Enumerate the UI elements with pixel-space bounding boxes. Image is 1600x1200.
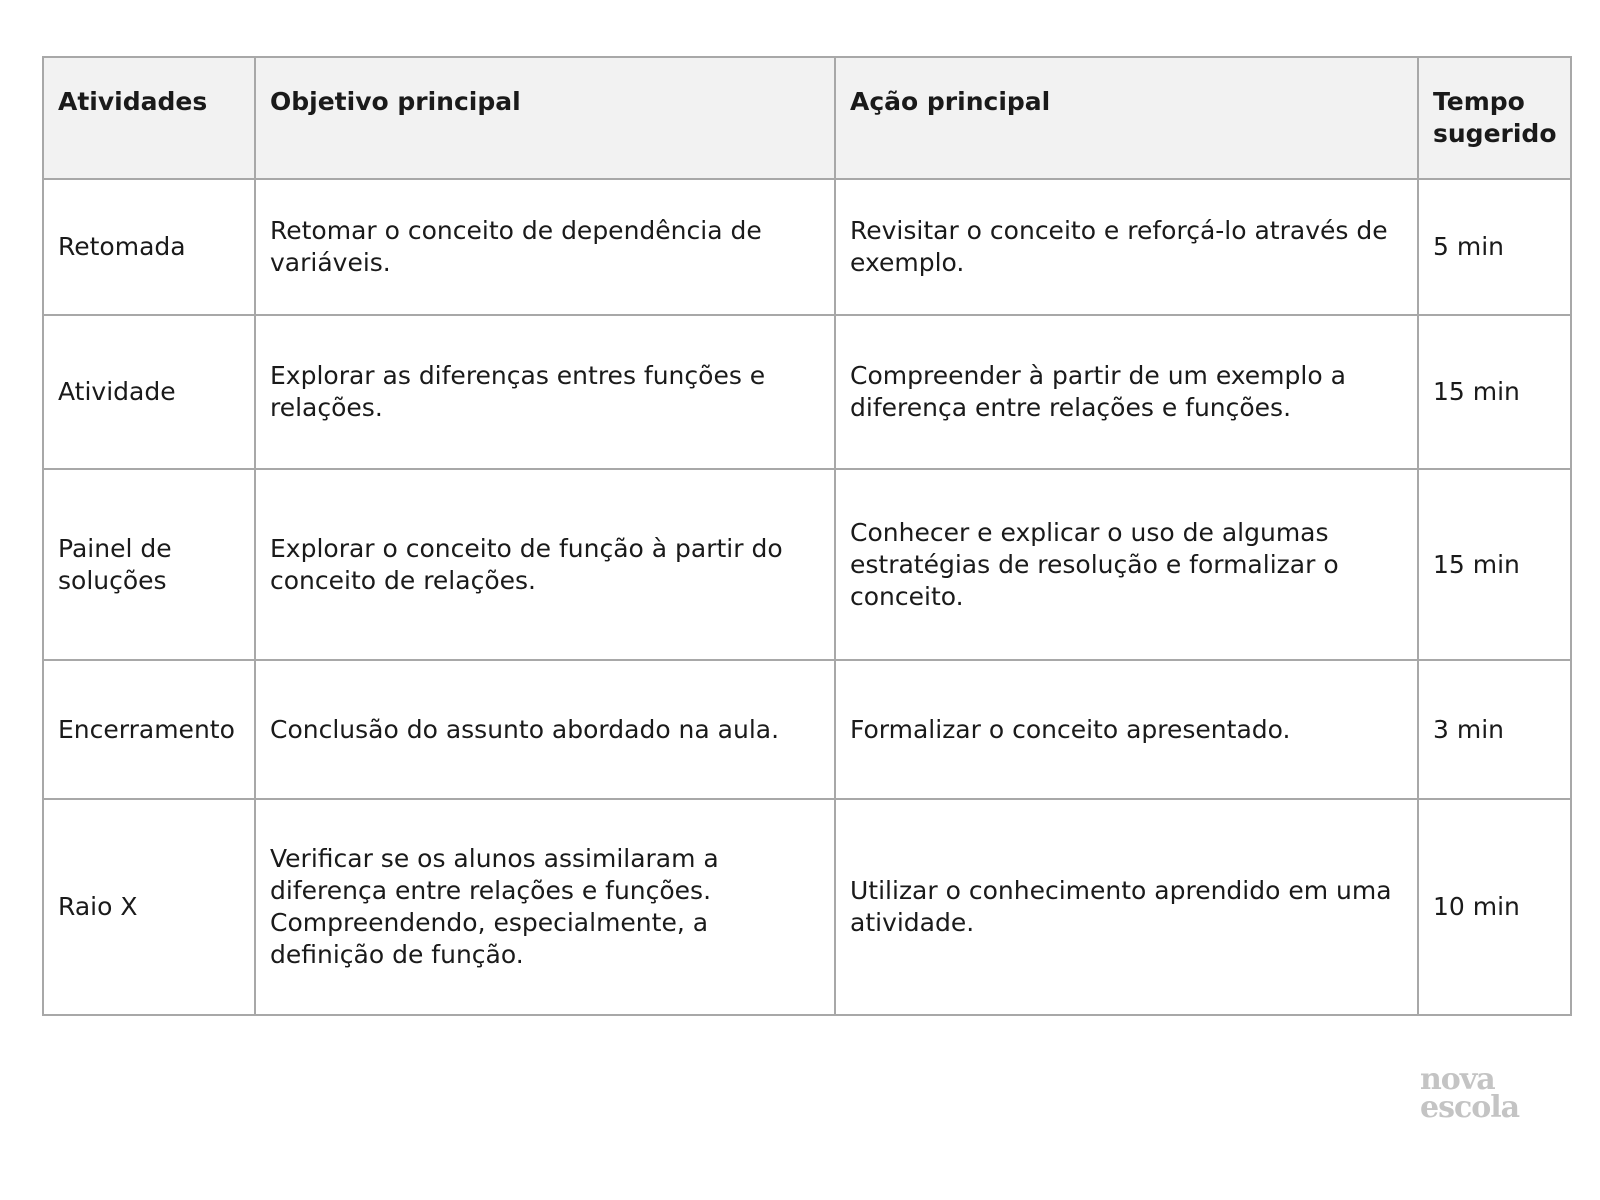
nova-escola-logo (1420, 1062, 1520, 1125)
header-tempo: Tempo sugerido (1418, 57, 1571, 179)
table-row (43, 469, 1571, 660)
logo-line-2: escola (1420, 1090, 1520, 1125)
logo-line-1: nova (1420, 1062, 1495, 1097)
cell-acao: Conhecer e explicar o uso de algumas estratégias de resolução e formalizar o conceito. (835, 469, 1418, 660)
cell-atividade: Raio X (43, 799, 255, 1015)
table-row (43, 179, 1571, 315)
cell-objetivo: Explorar as diferenças entres funções e relações. (255, 315, 835, 469)
lesson-plan-table (42, 56, 1572, 1016)
cell-atividade: Encerramento (43, 660, 255, 799)
cell-atividade: Retomada (43, 179, 255, 315)
header-atividades: Atividades (43, 57, 255, 179)
cell-acao: Revisitar o conceito e reforçá-lo através de exemplo. (835, 179, 1418, 315)
cell-acao: Compreender à partir de um exemplo a diferença entre relações e funções. (835, 315, 1418, 469)
cell-tempo: 15 min (1418, 469, 1571, 660)
cell-tempo: 10 min (1418, 799, 1571, 1015)
cell-atividade: Painel de soluções (43, 469, 255, 660)
header-acao: Ação principal (835, 57, 1418, 179)
cell-tempo: 5 min (1418, 179, 1571, 315)
table-header-row (43, 57, 1571, 179)
table-row (43, 799, 1571, 1015)
cell-objetivo: Explorar o conceito de função à partir do conceito de relações. (255, 469, 835, 660)
table-row (43, 315, 1571, 469)
cell-tempo: 15 min (1418, 315, 1571, 469)
cell-acao: Formalizar o conceito apresentado. (835, 660, 1418, 799)
cell-objetivo: Verificar se os alunos assimilaram a diferença entre relações e funções. Compreendendo, especialmente, a definição de função. (255, 799, 835, 1015)
cell-atividade: Atividade (43, 315, 255, 469)
cell-objetivo: Retomar o conceito de dependência de variáveis. (255, 179, 835, 315)
header-objetivo: Objetivo principal (255, 57, 835, 179)
table-row (43, 660, 1571, 799)
cell-objetivo: Conclusão do assunto abordado na aula. (255, 660, 835, 799)
cell-tempo: 3 min (1418, 660, 1571, 799)
cell-acao: Utilizar o conhecimento aprendido em uma atividade. (835, 799, 1418, 1015)
